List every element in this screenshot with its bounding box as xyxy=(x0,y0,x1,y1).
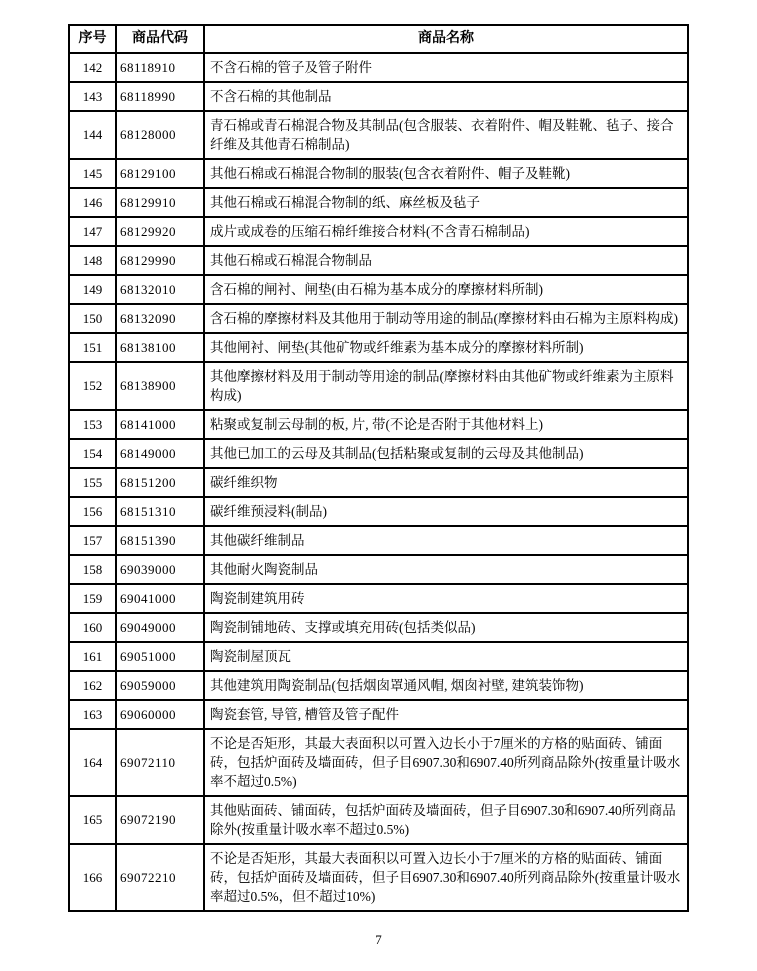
row-index: 160 xyxy=(69,613,116,642)
row-commodity-code: 69049000 xyxy=(116,613,204,642)
row-index: 166 xyxy=(69,844,116,911)
row-commodity-name: 其他石棉或石棉混合物制的纸、麻丝板及毡子 xyxy=(204,188,688,217)
row-commodity-name: 青石棉或青石棉混合物及其制品(包含服装、衣着附件、帽及鞋靴、毡子、接合纤维及其他青石棉制品) xyxy=(204,111,688,159)
row-commodity-code: 68151390 xyxy=(116,526,204,555)
row-commodity-name: 其他闸衬、闸垫(其他矿物或纤维素为基本成分的摩擦材料所制) xyxy=(204,333,688,362)
row-index: 147 xyxy=(69,217,116,246)
row-index: 152 xyxy=(69,362,116,410)
table-row xyxy=(69,188,688,217)
row-index: 165 xyxy=(69,796,116,844)
table-body xyxy=(69,53,688,911)
row-commodity-name: 粘聚或复制云母制的板, 片, 带(不论是否附于其他材料上) xyxy=(204,410,688,439)
table-row xyxy=(69,275,688,304)
row-commodity-name: 其他贴面砖、铺面砖，包括炉面砖及墙面砖，但子目6907.30和6907.40所列商品除外(按重量计吸水率不超过0.5%) xyxy=(204,796,688,844)
row-commodity-name: 不论是否矩形，其最大表面积以可置入边长小于7厘米的方格的贴面砖、铺面砖，包括炉面砖及墙面砖，但子目6907.30和6907.40所列商品除外(按重量计吸水率不超过0.5%) xyxy=(204,729,688,796)
row-commodity-name: 其他碳纤维制品 xyxy=(204,526,688,555)
row-commodity-code: 68129100 xyxy=(116,159,204,188)
table-row xyxy=(69,410,688,439)
row-commodity-code: 68138900 xyxy=(116,362,204,410)
row-commodity-code: 68128000 xyxy=(116,111,204,159)
table-header xyxy=(69,25,688,53)
row-commodity-code: 69039000 xyxy=(116,555,204,584)
row-index: 164 xyxy=(69,729,116,796)
row-commodity-name: 其他已加工的云母及其制品(包括粘聚或复制的云母及其他制品) xyxy=(204,439,688,468)
row-index: 145 xyxy=(69,159,116,188)
table-row xyxy=(69,700,688,729)
header-code: 商品代码 xyxy=(116,25,204,53)
table-row xyxy=(69,304,688,333)
row-commodity-name: 碳纤维织物 xyxy=(204,468,688,497)
row-index: 146 xyxy=(69,188,116,217)
table-row xyxy=(69,555,688,584)
table-row xyxy=(69,333,688,362)
row-commodity-name: 含石棉的摩擦材料及其他用于制动等用途的制品(摩擦材料由石棉为主原料构成) xyxy=(204,304,688,333)
header-index: 序号 xyxy=(69,25,116,53)
row-commodity-code: 68129910 xyxy=(116,188,204,217)
table-row xyxy=(69,613,688,642)
row-commodity-name: 陶瓷制铺地砖、支撑或填充用砖(包括类似品) xyxy=(204,613,688,642)
row-commodity-name: 陶瓷制建筑用砖 xyxy=(204,584,688,613)
table-row xyxy=(69,111,688,159)
row-commodity-code: 69059000 xyxy=(116,671,204,700)
row-commodity-name: 不论是否矩形，其最大表面积以可置入边长小于7厘米的方格的贴面砖、铺面砖，包括炉面砖及墙面砖，但子目6907.30和6907.40所列商品除外(按重量计吸水率超过0.5%，但不超过10%) xyxy=(204,844,688,911)
table-row xyxy=(69,526,688,555)
row-index: 150 xyxy=(69,304,116,333)
table-row xyxy=(69,362,688,410)
table-row xyxy=(69,217,688,246)
table-row xyxy=(69,439,688,468)
row-commodity-name: 其他石棉或石棉混合物制品 xyxy=(204,246,688,275)
table-row xyxy=(69,671,688,700)
row-commodity-name: 陶瓷制屋顶瓦 xyxy=(204,642,688,671)
table-row xyxy=(69,642,688,671)
row-commodity-code: 69041000 xyxy=(116,584,204,613)
row-index: 142 xyxy=(69,53,116,82)
row-index: 143 xyxy=(69,82,116,111)
table-row xyxy=(69,584,688,613)
table-row xyxy=(69,82,688,111)
row-commodity-name: 碳纤维预浸料(制品) xyxy=(204,497,688,526)
row-commodity-code: 69060000 xyxy=(116,700,204,729)
row-commodity-code: 69072110 xyxy=(116,729,204,796)
row-commodity-code: 68149000 xyxy=(116,439,204,468)
table-row xyxy=(69,497,688,526)
table-row xyxy=(69,53,688,82)
row-index: 148 xyxy=(69,246,116,275)
row-commodity-name: 含石棉的闸衬、闸垫(由石棉为基本成分的摩擦材料所制) xyxy=(204,275,688,304)
row-commodity-code: 68132090 xyxy=(116,304,204,333)
table-row xyxy=(69,246,688,275)
row-index: 149 xyxy=(69,275,116,304)
row-commodity-code: 68151310 xyxy=(116,497,204,526)
row-index: 156 xyxy=(69,497,116,526)
table-row xyxy=(69,796,688,844)
table-row xyxy=(69,729,688,796)
row-commodity-name: 其他摩擦材料及用于制动等用途的制品(摩擦材料由其他矿物或纤维素为主原料构成) xyxy=(204,362,688,410)
row-commodity-code: 68129990 xyxy=(116,246,204,275)
row-commodity-code: 68129920 xyxy=(116,217,204,246)
row-commodity-code: 68141000 xyxy=(116,410,204,439)
header-name: 商品名称 xyxy=(204,25,688,53)
table-row xyxy=(69,468,688,497)
row-commodity-code: 69072190 xyxy=(116,796,204,844)
row-commodity-name: 不含石棉的其他制品 xyxy=(204,82,688,111)
table-row xyxy=(69,159,688,188)
row-index: 144 xyxy=(69,111,116,159)
row-index: 154 xyxy=(69,439,116,468)
row-commodity-code: 68118990 xyxy=(116,82,204,111)
row-index: 162 xyxy=(69,671,116,700)
page-number: 7 xyxy=(375,932,382,947)
row-commodity-name: 其他建筑用陶瓷制品(包括烟囱罩通风帽, 烟囱衬壁, 建筑装饰物) xyxy=(204,671,688,700)
row-index: 153 xyxy=(69,410,116,439)
row-commodity-code: 69051000 xyxy=(116,642,204,671)
row-commodity-code: 68118910 xyxy=(116,53,204,82)
row-index: 157 xyxy=(69,526,116,555)
row-index: 161 xyxy=(69,642,116,671)
row-commodity-name: 不含石棉的管子及管子附件 xyxy=(204,53,688,82)
commodity-table xyxy=(68,24,689,912)
row-commodity-name: 其他耐火陶瓷制品 xyxy=(204,555,688,584)
row-index: 155 xyxy=(69,468,116,497)
row-commodity-code: 68151200 xyxy=(116,468,204,497)
row-index: 159 xyxy=(69,584,116,613)
row-index: 151 xyxy=(69,333,116,362)
row-commodity-name: 成片或成卷的压缩石棉纤维接合材料(不含青石棉制品) xyxy=(204,217,688,246)
row-index: 163 xyxy=(69,700,116,729)
row-commodity-code: 68132010 xyxy=(116,275,204,304)
row-commodity-code: 68138100 xyxy=(116,333,204,362)
row-commodity-name: 其他石棉或石棉混合物制的服装(包含衣着附件、帽子及鞋靴) xyxy=(204,159,688,188)
table-header-row xyxy=(69,25,688,53)
row-index: 158 xyxy=(69,555,116,584)
row-commodity-code: 69072210 xyxy=(116,844,204,911)
row-commodity-name: 陶瓷套管, 导管, 槽管及管子配件 xyxy=(204,700,688,729)
table-row xyxy=(69,844,688,911)
